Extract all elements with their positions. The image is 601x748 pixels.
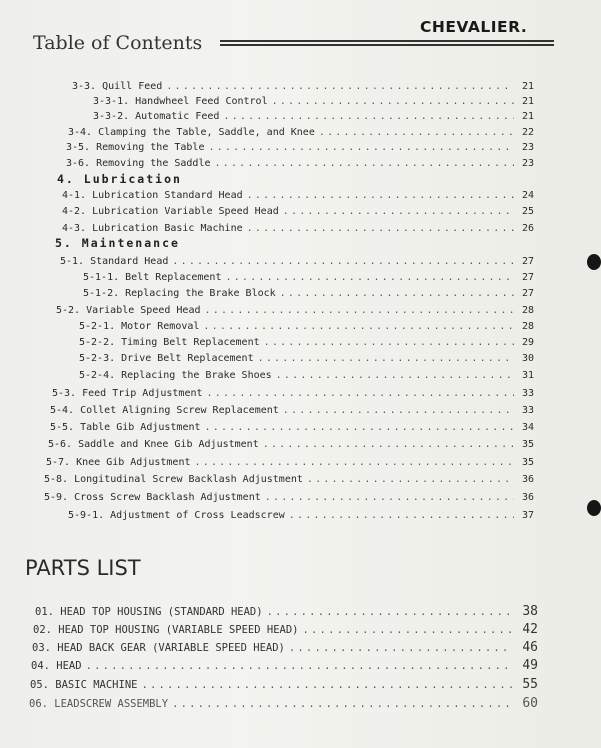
toc-entry-page: 28 bbox=[521, 321, 534, 332]
toc-entry-label: 5-2-4. Replacing the Brake Shoes bbox=[79, 370, 272, 381]
toc-entry-label: 5-7. Knee Gib Adjustment bbox=[46, 457, 191, 468]
toc-entry-label: 5-1. Standard Head bbox=[60, 256, 169, 267]
parts-list-title: PARTS LIST bbox=[25, 556, 141, 580]
toc-entry bbox=[62, 222, 534, 236]
toc-entry-label: 5-2-1. Motor Removal bbox=[79, 321, 200, 332]
leader-dots bbox=[303, 622, 512, 638]
parts-entry bbox=[29, 696, 538, 712]
toc-entry bbox=[79, 352, 534, 366]
parts-entry-page: 49 bbox=[522, 658, 538, 673]
toc-entry bbox=[83, 287, 534, 301]
leader-dots bbox=[205, 304, 515, 318]
toc-entry-page: 36 bbox=[521, 492, 534, 503]
leader-dots bbox=[172, 696, 512, 712]
toc-entry-page: 22 bbox=[521, 127, 534, 138]
toc-entry-label: 5-9-1. Adjustment of Cross Leadscrew bbox=[68, 510, 285, 521]
leader-dots bbox=[225, 271, 514, 285]
toc-entry-label: 3-3. Quill Feed bbox=[72, 81, 163, 92]
leader-dots bbox=[289, 640, 512, 656]
parts-entry-label: 06. LEADSCREW ASSEMBLY bbox=[29, 698, 169, 710]
leader-dots bbox=[283, 205, 514, 219]
toc-entry-page: 29 bbox=[521, 337, 534, 348]
parts-entry-page: 60 bbox=[522, 696, 538, 711]
toc-entry bbox=[62, 189, 534, 203]
toc-entry-label: 3-4. Clamping the Table, Saddle, and Knee bbox=[68, 127, 315, 138]
leader-dots bbox=[263, 438, 514, 452]
toc-entry-label: 5-6. Saddle and Knee Gib Adjustment bbox=[48, 439, 259, 450]
leader-dots bbox=[267, 604, 512, 620]
leader-dots bbox=[223, 110, 514, 124]
leader-dots bbox=[264, 336, 514, 350]
toc-entry bbox=[52, 387, 534, 401]
toc-entry-label: 5-4. Collet Aligning Screw Replacement bbox=[50, 405, 279, 416]
section-heading-lubrication: 4. Lubrication bbox=[57, 172, 182, 186]
parts-entry bbox=[32, 640, 538, 656]
leader-dots bbox=[205, 421, 514, 435]
title-rule bbox=[220, 44, 554, 46]
toc-entry bbox=[93, 95, 534, 109]
parts-entry-page: 38 bbox=[522, 604, 538, 619]
parts-entry bbox=[30, 677, 538, 693]
toc-entry-page: 23 bbox=[521, 158, 534, 169]
toc-entry-page: 23 bbox=[521, 142, 534, 153]
toc-entry-label: 5-5. Table Gib Adjustment bbox=[50, 422, 201, 433]
toc-entry bbox=[50, 404, 534, 418]
toc-entry-page: 27 bbox=[521, 288, 534, 299]
toc-entry bbox=[66, 141, 534, 155]
toc-entry-page: 26 bbox=[521, 223, 534, 234]
toc-entry-page: 35 bbox=[521, 457, 534, 468]
section-heading-maintenance: 5. Maintenance bbox=[55, 236, 180, 250]
toc-entry bbox=[50, 421, 534, 435]
leader-dots bbox=[280, 287, 514, 301]
toc-entry-page: 27 bbox=[521, 256, 534, 267]
toc-entry-page: 33 bbox=[521, 388, 534, 399]
leader-dots bbox=[258, 352, 514, 366]
leader-dots bbox=[166, 80, 514, 94]
toc-entry-page: 31 bbox=[521, 370, 534, 381]
leader-dots bbox=[265, 491, 514, 505]
toc-entry-label: 4-2. Lubrication Variable Speed Head bbox=[62, 206, 279, 217]
toc-entry-label: 5-2. Variable Speed Head bbox=[56, 305, 201, 316]
toc-entry bbox=[93, 110, 534, 124]
toc-entry-label: 5-1-1. Belt Replacement bbox=[83, 272, 222, 283]
leader-dots bbox=[247, 189, 514, 203]
leader-dots bbox=[319, 126, 514, 140]
toc-entry bbox=[62, 205, 534, 219]
toc-entry-label: 4-1. Lubrication Standard Head bbox=[62, 190, 243, 201]
parts-entry bbox=[33, 622, 538, 638]
toc-entry bbox=[48, 438, 534, 452]
parts-entry-page: 55 bbox=[522, 677, 538, 692]
parts-entry bbox=[31, 658, 538, 674]
parts-entry bbox=[35, 604, 538, 620]
leader-dots bbox=[208, 141, 514, 155]
leader-dots bbox=[215, 157, 515, 171]
brand-logo: CHEVALIER. bbox=[420, 18, 528, 36]
toc-entry bbox=[44, 473, 534, 487]
leader-dots bbox=[207, 387, 514, 401]
leader-dots bbox=[203, 320, 514, 334]
toc-entry-page: 36 bbox=[521, 474, 534, 485]
toc-entry-label: 3-5. Removing the Table bbox=[66, 142, 205, 153]
toc-entry-label: 5-2-2. Timing Belt Replacement bbox=[79, 337, 260, 348]
page-title: Table of Contents bbox=[33, 32, 203, 54]
leader-dots bbox=[247, 222, 514, 236]
toc-entry bbox=[68, 126, 534, 140]
parts-entry-label: 05. BASIC MACHINE bbox=[30, 679, 138, 691]
binder-punch-hole bbox=[587, 254, 601, 270]
leader-dots bbox=[276, 369, 514, 383]
toc-entry bbox=[79, 369, 534, 383]
toc-entry-page: 21 bbox=[521, 81, 534, 92]
toc-entry-label: 5-1-2. Replacing the Brake Block bbox=[83, 288, 276, 299]
toc-entry-label: 5-2-3. Drive Belt Replacement bbox=[79, 353, 254, 364]
toc-entry-page: 30 bbox=[521, 353, 534, 364]
toc-entry-label: 4-3. Lubrication Basic Machine bbox=[62, 223, 243, 234]
toc-entry-label: 3-3-1. Handwheel Feed Control bbox=[93, 96, 268, 107]
parts-entry-label: 04. HEAD bbox=[31, 660, 82, 672]
toc-entry-label: 3-6. Removing the Saddle bbox=[66, 158, 211, 169]
parts-entry-label: 03. HEAD BACK GEAR (VARIABLE SPEED HEAD) bbox=[32, 642, 285, 654]
parts-entry-page: 46 bbox=[522, 640, 538, 655]
toc-entry bbox=[79, 320, 534, 334]
toc-entry-page: 21 bbox=[521, 96, 534, 107]
toc-entry-page: 35 bbox=[521, 439, 534, 450]
toc-entry-label: 5-8. Longitudinal Screw Backlash Adjustment bbox=[44, 474, 303, 485]
toc-entry-page: 27 bbox=[521, 272, 534, 283]
toc-entry-label: 5-9. Cross Screw Backlash Adjustment bbox=[44, 492, 261, 503]
toc-entry bbox=[66, 157, 534, 171]
toc-entry-page: 34 bbox=[521, 422, 534, 433]
toc-entry bbox=[60, 255, 534, 269]
toc-entry-page: 33 bbox=[521, 405, 534, 416]
toc-entry-label: 3-3-2. Automatic Feed bbox=[93, 111, 220, 122]
leader-dots bbox=[272, 95, 514, 109]
toc-entry-page: 24 bbox=[521, 190, 534, 201]
toc-entry-page: 37 bbox=[521, 510, 534, 521]
toc-entry bbox=[44, 491, 534, 505]
toc-entry bbox=[46, 456, 534, 470]
parts-entry-page: 42 bbox=[522, 622, 538, 637]
leader-dots bbox=[195, 456, 515, 470]
toc-entry-label: 5-3. Feed Trip Adjustment bbox=[52, 388, 203, 399]
leader-dots bbox=[141, 677, 512, 693]
toc-entry bbox=[56, 304, 534, 318]
toc-entry-page: 21 bbox=[521, 111, 534, 122]
parts-entry-label: 01. HEAD TOP HOUSING (STANDARD HEAD) bbox=[35, 606, 263, 618]
binder-punch-hole bbox=[587, 500, 601, 516]
toc-entry-page: 28 bbox=[521, 305, 534, 316]
toc-entry bbox=[72, 80, 534, 94]
toc-entry-page: 25 bbox=[521, 206, 534, 217]
leader-dots bbox=[307, 473, 514, 487]
parts-entry-label: 02. HEAD TOP HOUSING (VARIABLE SPEED HEAD) bbox=[33, 624, 299, 636]
leader-dots bbox=[86, 658, 512, 674]
leader-dots bbox=[289, 509, 514, 523]
title-rule bbox=[220, 40, 554, 42]
toc-entry bbox=[68, 509, 534, 523]
leader-dots bbox=[172, 255, 514, 269]
toc-entry bbox=[79, 336, 534, 350]
leader-dots bbox=[283, 404, 514, 418]
toc-entry bbox=[83, 271, 534, 285]
